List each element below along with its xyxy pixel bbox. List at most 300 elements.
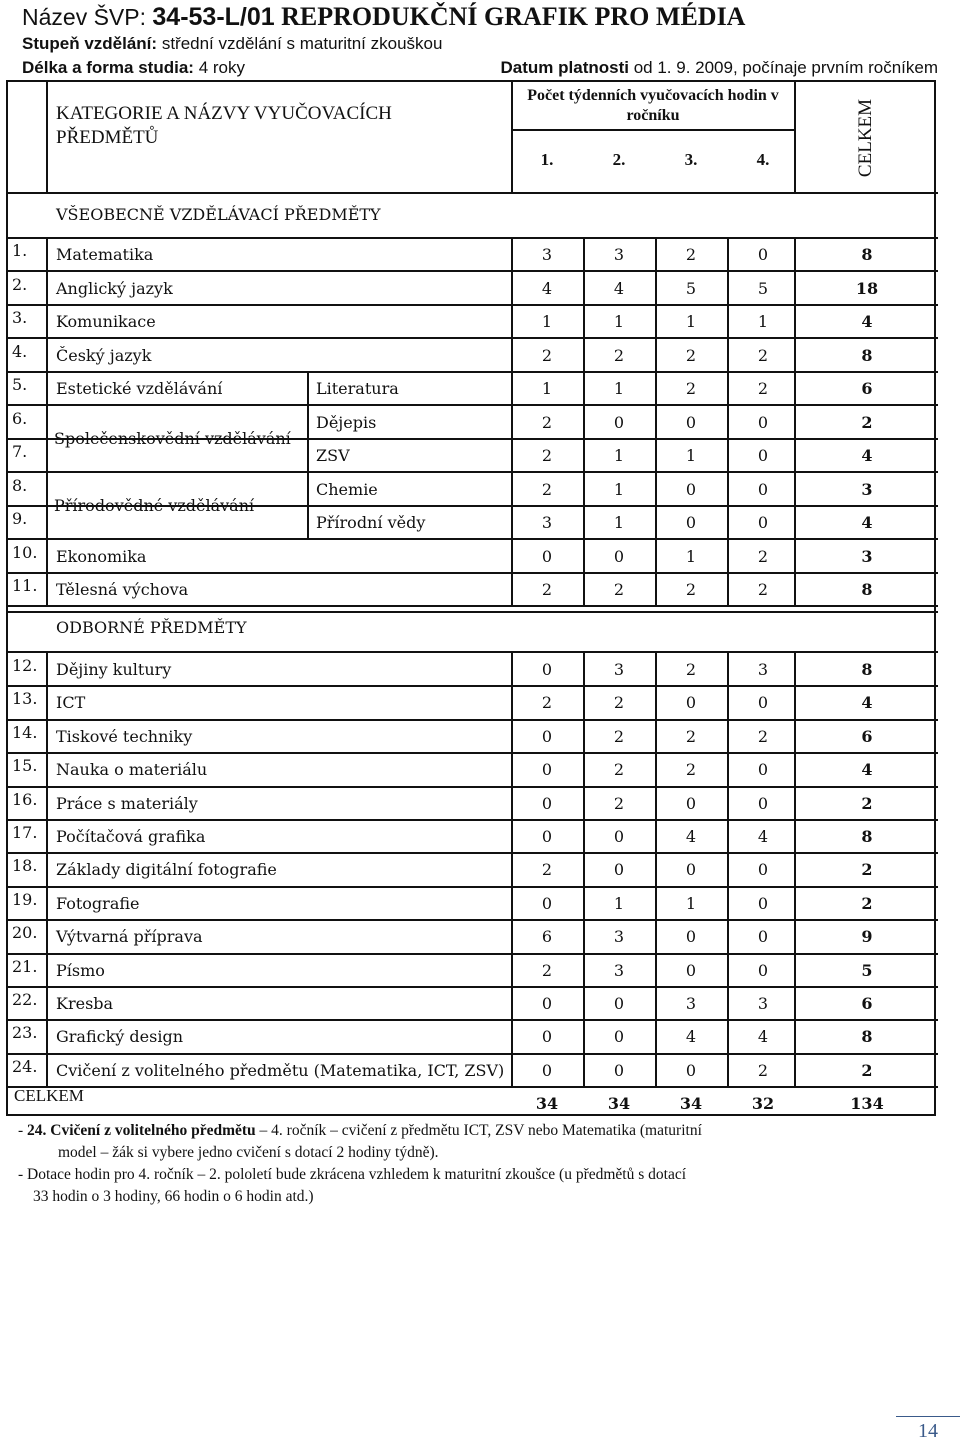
- total-header: CELKEM: [855, 98, 876, 178]
- section-professional-top: [8, 611, 938, 613]
- subject-sub: Přírodní vědy: [316, 513, 426, 532]
- value-divider: [655, 652, 657, 685]
- num-divider: [46, 1053, 48, 1086]
- hours-year-2: 1: [613, 513, 625, 532]
- head-divider-total: [794, 82, 796, 192]
- value-divider: [655, 472, 657, 505]
- note-2-line1: - Dotace hodin pro 4. ročník – 2. pololetí bude zkrácena vzhledem k maturitní zkoušce (u předmětů s dotací: [18, 1166, 687, 1183]
- hours-year-4: 2: [757, 580, 769, 599]
- hours-year-2: 1: [613, 446, 625, 465]
- subject-total: 2: [861, 860, 873, 880]
- hours-year-3: 5: [685, 278, 697, 298]
- name-divider: [511, 304, 513, 337]
- row-divider: [8, 685, 938, 687]
- subject-name: Anglický jazyk: [56, 278, 173, 298]
- row-number: 10.: [12, 542, 38, 562]
- hours-year-4: 0: [757, 479, 769, 499]
- row-divider: [8, 1053, 938, 1055]
- hours-year-2: 3: [613, 960, 625, 980]
- subject-total: 8: [861, 1027, 873, 1047]
- subject-sub: ZSV: [316, 446, 350, 465]
- row-divider: [8, 986, 938, 988]
- total-divider: [794, 338, 796, 371]
- name-divider: [511, 539, 513, 572]
- row-divider: [8, 886, 938, 888]
- hours-year-2: 1: [613, 893, 625, 913]
- hours-year-1: 1: [541, 379, 553, 398]
- note-1-line2: model – žák si vybere jedno cvičení s dotací 2 hodiny týdně).: [58, 1144, 439, 1161]
- value-divider: [583, 338, 585, 371]
- value-divider: [727, 237, 729, 270]
- category-header: KATEGORIE A NÁZVY VYUČOVACÍCH PŘEDMĚTŮ: [56, 103, 392, 148]
- hours-year-4: 2: [757, 726, 769, 746]
- name-divider: [511, 852, 513, 885]
- hours-year-3: 2: [685, 345, 697, 365]
- total-divider: [794, 786, 796, 819]
- num-divider: [46, 752, 48, 785]
- total-divider: [794, 271, 796, 304]
- value-divider: [655, 919, 657, 952]
- row-divider: [8, 270, 938, 272]
- num-divider: [46, 438, 48, 471]
- level-line: [22, 34, 442, 54]
- num-divider: [46, 271, 48, 304]
- level-label: Stupeň vzdělání:: [22, 34, 158, 53]
- grand-total-year-1: 34: [535, 1094, 559, 1113]
- subject-total: 2: [861, 793, 873, 813]
- name-divider: [511, 371, 513, 404]
- subject-name: Dějiny kultury: [56, 660, 172, 679]
- subject-name: Práce s materiály: [56, 793, 198, 813]
- hours-year-3: 2: [685, 379, 697, 398]
- row-number: 24.: [12, 1056, 38, 1076]
- value-divider: [655, 819, 657, 852]
- length-line: [22, 58, 938, 78]
- value-divider: [655, 1019, 657, 1052]
- hours-year-1: 0: [541, 893, 553, 913]
- hours-year-3: 1: [685, 546, 697, 566]
- value-divider: [655, 719, 657, 752]
- value-divider: [583, 986, 585, 1019]
- row-divider: [8, 304, 938, 306]
- sub-divider: [307, 505, 309, 538]
- num-divider: [46, 237, 48, 270]
- value-divider: [583, 472, 585, 505]
- total-divider: [794, 438, 796, 471]
- hours-year-4: 4: [757, 1027, 769, 1047]
- hours-year-4: 0: [757, 446, 769, 465]
- total-divider: [794, 953, 796, 986]
- name-divider: [511, 919, 513, 952]
- name-divider: [511, 652, 513, 685]
- subject-total: 8: [861, 660, 873, 679]
- svp-code: 34-53-L/01: [152, 3, 275, 31]
- row-divider: [8, 852, 938, 854]
- value-divider: [727, 438, 729, 471]
- subject-name: Grafický design: [56, 1027, 184, 1047]
- row-number: 19.: [12, 889, 38, 909]
- value-divider: [583, 852, 585, 885]
- hours-year-2: 2: [613, 793, 625, 813]
- total-divider: [794, 572, 796, 605]
- subject-total: 6: [861, 726, 873, 746]
- validity-value: od 1. 9. 2009, počínaje prvním ročníkem: [633, 58, 938, 77]
- hours-year-2: 2: [613, 580, 625, 599]
- num-divider: [46, 505, 48, 538]
- hours-year-4: 3: [757, 994, 769, 1013]
- total-divider: [794, 539, 796, 572]
- hours-year-3: 0: [685, 793, 697, 813]
- name-divider: [511, 752, 513, 785]
- total-divider: [794, 685, 796, 718]
- hours-year-2: 1: [613, 312, 625, 331]
- total-divider: [794, 304, 796, 337]
- total-divider: [794, 852, 796, 885]
- subject-total: 6: [861, 994, 873, 1013]
- value-divider: [583, 405, 585, 438]
- hours-year-3: 0: [685, 513, 697, 532]
- value-divider: [655, 371, 657, 404]
- hours-year-4: 1: [757, 312, 769, 331]
- subject-name: Český jazyk: [56, 345, 152, 365]
- row-number: 18.: [12, 856, 38, 876]
- note-1-bold: 24. Cvičení z volitelného předmětu: [27, 1122, 256, 1139]
- grand-total-year-2: 34: [607, 1094, 631, 1113]
- hours-year-1: 0: [541, 546, 553, 566]
- name-divider: [511, 685, 513, 718]
- subject-name: Ekonomika: [56, 546, 147, 566]
- value-divider: [727, 986, 729, 1019]
- num-divider: [46, 886, 48, 919]
- row-divider: [8, 786, 938, 788]
- subject-total: 2: [861, 1060, 873, 1080]
- total-divider: [794, 505, 796, 538]
- total-divider: [794, 752, 796, 785]
- value-divider: [727, 472, 729, 505]
- subject-total: 6: [861, 379, 873, 398]
- row-number: 8.: [12, 475, 28, 495]
- num-divider: [46, 685, 48, 718]
- hours-year-2: 2: [613, 345, 625, 365]
- hours-year-1: 2: [541, 580, 553, 599]
- name-divider: [511, 1019, 513, 1052]
- num-divider: [46, 472, 48, 505]
- head-divider-left: [46, 82, 48, 192]
- value-divider: [583, 685, 585, 718]
- sub-divider: [307, 405, 309, 438]
- hours-year-1: 0: [541, 1027, 553, 1047]
- subject-total: 9: [861, 927, 873, 947]
- name-divider: [511, 953, 513, 986]
- hours-year-3: 1: [685, 893, 697, 913]
- subject-name: Tiskové techniky: [56, 726, 193, 746]
- num-divider: [46, 953, 48, 986]
- group-natural: Přírodovědné vzdělávání: [54, 496, 255, 515]
- subject-total: 4: [861, 693, 873, 713]
- value-divider: [655, 886, 657, 919]
- value-divider: [655, 405, 657, 438]
- grand-total-year-3: 34: [679, 1094, 703, 1113]
- value-divider: [655, 752, 657, 785]
- subject-name: Výtvarná příprava: [56, 927, 203, 947]
- hours-year-3: 0: [685, 693, 697, 713]
- name-divider: [511, 438, 513, 471]
- name-divider: [511, 405, 513, 438]
- year-header-2: 2.: [612, 150, 626, 169]
- total-divider: [794, 886, 796, 919]
- value-divider: [583, 1019, 585, 1052]
- num-divider: [46, 405, 48, 438]
- num-divider: [46, 819, 48, 852]
- value-divider: [583, 953, 585, 986]
- hours-year-1: 4: [541, 278, 553, 298]
- value-divider: [727, 371, 729, 404]
- row-number: 14.: [12, 722, 38, 742]
- subject-total: 4: [861, 312, 873, 331]
- hours-year-2: 0: [613, 412, 625, 432]
- sub-divider: [307, 371, 309, 404]
- hours-year-1: 2: [541, 446, 553, 465]
- hours-year-2: 2: [613, 726, 625, 746]
- value-divider: [583, 271, 585, 304]
- hours-year-3: 4: [685, 1027, 697, 1047]
- value-divider: [583, 1053, 585, 1086]
- head-divider-hours: [511, 82, 513, 192]
- name-divider: [511, 986, 513, 1019]
- hours-year-1: 0: [541, 827, 553, 846]
- hours-year-1: 2: [541, 860, 553, 880]
- name-divider: [511, 786, 513, 819]
- sub-divider: [307, 472, 309, 505]
- num-divider: [46, 338, 48, 371]
- value-divider: [583, 505, 585, 538]
- total-divider: [794, 719, 796, 752]
- row-divider: [8, 371, 938, 373]
- value-divider: [727, 1019, 729, 1052]
- row-number: 1.: [12, 241, 28, 260]
- value-divider: [583, 237, 585, 270]
- num-divider: [46, 852, 48, 885]
- hours-year-2: 0: [613, 860, 625, 880]
- subject-name: Estetické vzdělávání: [56, 379, 223, 398]
- hours-year-2: 0: [613, 827, 625, 846]
- subject-name: Komunikace: [56, 312, 156, 331]
- hours-year-2: 2: [613, 693, 625, 713]
- row-number: 16.: [12, 789, 38, 809]
- value-divider: [727, 685, 729, 718]
- hours-year-4: 0: [757, 860, 769, 880]
- row-divider: [8, 605, 938, 607]
- total-divider: [794, 1053, 796, 1086]
- value-divider: [727, 819, 729, 852]
- total-divider: [794, 472, 796, 505]
- grand-total: 134: [850, 1094, 884, 1113]
- length-label: Délka a forma studia:: [22, 58, 194, 77]
- footnotes: [18, 1120, 702, 1208]
- value-divider: [655, 685, 657, 718]
- subject-sub: Literatura: [316, 379, 399, 398]
- value-divider: [655, 786, 657, 819]
- value-divider: [583, 886, 585, 919]
- value-divider: [727, 338, 729, 371]
- value-divider: [655, 572, 657, 605]
- validity-label: Datum platnosti: [500, 58, 629, 77]
- name-divider: [511, 505, 513, 538]
- subject-total: 3: [861, 479, 873, 499]
- hours-year-4: 0: [757, 412, 769, 432]
- total-divider: [794, 371, 796, 404]
- validity: [501, 58, 938, 78]
- hours-year-3: 3: [685, 994, 697, 1013]
- value-divider: [727, 405, 729, 438]
- grand-total-label: CELKEM: [14, 1086, 84, 1105]
- hours-year-1: 3: [541, 513, 553, 532]
- hours-year-2: 3: [613, 660, 625, 679]
- hours-year-2: 3: [613, 245, 625, 264]
- row-number: 2.: [12, 274, 28, 294]
- hours-year-1: 2: [541, 412, 553, 432]
- name-divider: [511, 271, 513, 304]
- year-header-1: 1.: [540, 150, 554, 169]
- hours-year-1: 0: [541, 760, 553, 780]
- total-divider: [794, 237, 796, 270]
- num-divider: [46, 786, 48, 819]
- value-divider: [727, 539, 729, 572]
- value-divider: [583, 371, 585, 404]
- hours-year-2: 1: [613, 379, 625, 398]
- hours-year-1: 0: [541, 726, 553, 746]
- value-divider: [655, 852, 657, 885]
- subject-total: 8: [861, 580, 873, 599]
- hours-year-1: 0: [541, 793, 553, 813]
- subject-total: 2: [861, 412, 873, 432]
- row-number: 23.: [12, 1023, 38, 1043]
- value-divider: [583, 819, 585, 852]
- value-divider: [583, 752, 585, 785]
- section-general-bottom: [8, 237, 938, 239]
- hours-year-1: 2: [541, 479, 553, 499]
- subject-name: Cvičení z volitelného předmětu (Matematika, ICT, ZSV): [56, 1060, 505, 1080]
- value-divider: [583, 786, 585, 819]
- row-number: 9.: [12, 509, 28, 528]
- value-divider: [655, 953, 657, 986]
- value-divider: [727, 852, 729, 885]
- hours-year-4: 0: [757, 760, 769, 780]
- hours-year-4: 2: [757, 546, 769, 566]
- name-divider: [511, 338, 513, 371]
- value-divider: [727, 886, 729, 919]
- section-professional: ODBORNÉ PŘEDMĚTY: [56, 618, 247, 637]
- subject-total: 4: [861, 446, 873, 465]
- svp-title-line: [22, 2, 745, 32]
- hours-year-2: 2: [613, 760, 625, 780]
- name-divider: [511, 472, 513, 505]
- row-number: 5.: [12, 375, 28, 394]
- subject-total: 4: [861, 760, 873, 780]
- subject-name: Matematika: [56, 245, 154, 264]
- curriculum-table: [6, 80, 936, 1116]
- row-number: 15.: [12, 756, 38, 776]
- grand-total-year-4: 32: [751, 1094, 775, 1113]
- row-number: 22.: [12, 990, 38, 1009]
- subject-total: 18: [855, 278, 879, 298]
- subject-sub: Dějepis: [316, 412, 377, 432]
- value-divider: [583, 539, 585, 572]
- hours-year-1: 2: [541, 345, 553, 365]
- value-divider: [583, 919, 585, 952]
- subject-total: 3: [861, 546, 873, 566]
- name-divider: [511, 719, 513, 752]
- hours-year-1: 0: [541, 1060, 553, 1080]
- row-divider: [8, 953, 938, 955]
- value-divider: [727, 752, 729, 785]
- value-divider: [655, 304, 657, 337]
- value-divider: [583, 438, 585, 471]
- hours-year-4: 4: [757, 827, 769, 846]
- subject-name: Tělesná výchova: [56, 580, 189, 599]
- hours-year-2: 0: [613, 546, 625, 566]
- total-divider: [794, 986, 796, 1019]
- hours-year-3: 0: [685, 927, 697, 947]
- row-divider: [8, 538, 938, 540]
- num-divider: [46, 919, 48, 952]
- value-divider: [727, 1053, 729, 1086]
- sub-divider: [307, 438, 309, 471]
- num-divider: [46, 304, 48, 337]
- hours-year-3: 0: [685, 1060, 697, 1080]
- hours-year-4: 2: [757, 379, 769, 398]
- row-number: 6.: [12, 408, 28, 428]
- value-divider: [655, 505, 657, 538]
- length-value: 4 roky: [198, 58, 245, 77]
- hours-year-4: 2: [757, 345, 769, 365]
- row-divider: [8, 819, 938, 821]
- value-divider: [583, 572, 585, 605]
- row-divider: [8, 404, 938, 406]
- note-1: [18, 1120, 702, 1142]
- row-number: 17.: [12, 823, 38, 842]
- hours-year-4: 0: [757, 893, 769, 913]
- subject-total: 8: [861, 827, 873, 846]
- row-divider: [8, 1086, 938, 1088]
- hours-year-2: 4: [613, 278, 625, 298]
- note-2-line2: 33 hodin o 3 hodiny, 66 hodin o 6 hodin atd.): [33, 1188, 314, 1205]
- row-divider: [8, 919, 938, 921]
- subject-sub: Chemie: [316, 479, 378, 499]
- hours-year-2: 0: [613, 1027, 625, 1047]
- total-divider: [794, 652, 796, 685]
- row-number: 13.: [12, 689, 38, 709]
- value-divider: [727, 786, 729, 819]
- hours-year-2: 1: [613, 479, 625, 499]
- subject-total: 2: [861, 893, 873, 913]
- subject-total: 4: [861, 513, 873, 532]
- name-divider: [511, 237, 513, 270]
- value-divider: [727, 505, 729, 538]
- subject-total: 8: [861, 345, 873, 365]
- num-divider: [46, 1019, 48, 1052]
- value-divider: [727, 271, 729, 304]
- total-divider: [794, 819, 796, 852]
- hours-year-2: 0: [613, 1060, 625, 1080]
- name-divider: [511, 572, 513, 605]
- num-divider: [46, 539, 48, 572]
- svp-title: REPRODUKČNÍ GRAFIK PRO MÉDIA: [281, 2, 746, 31]
- year-header-3: 3.: [684, 150, 698, 169]
- section-professional-bottom: [8, 651, 938, 653]
- hours-header: Počet týdenních vyučovacích hodin v ročníku: [527, 87, 779, 124]
- value-divider: [583, 719, 585, 752]
